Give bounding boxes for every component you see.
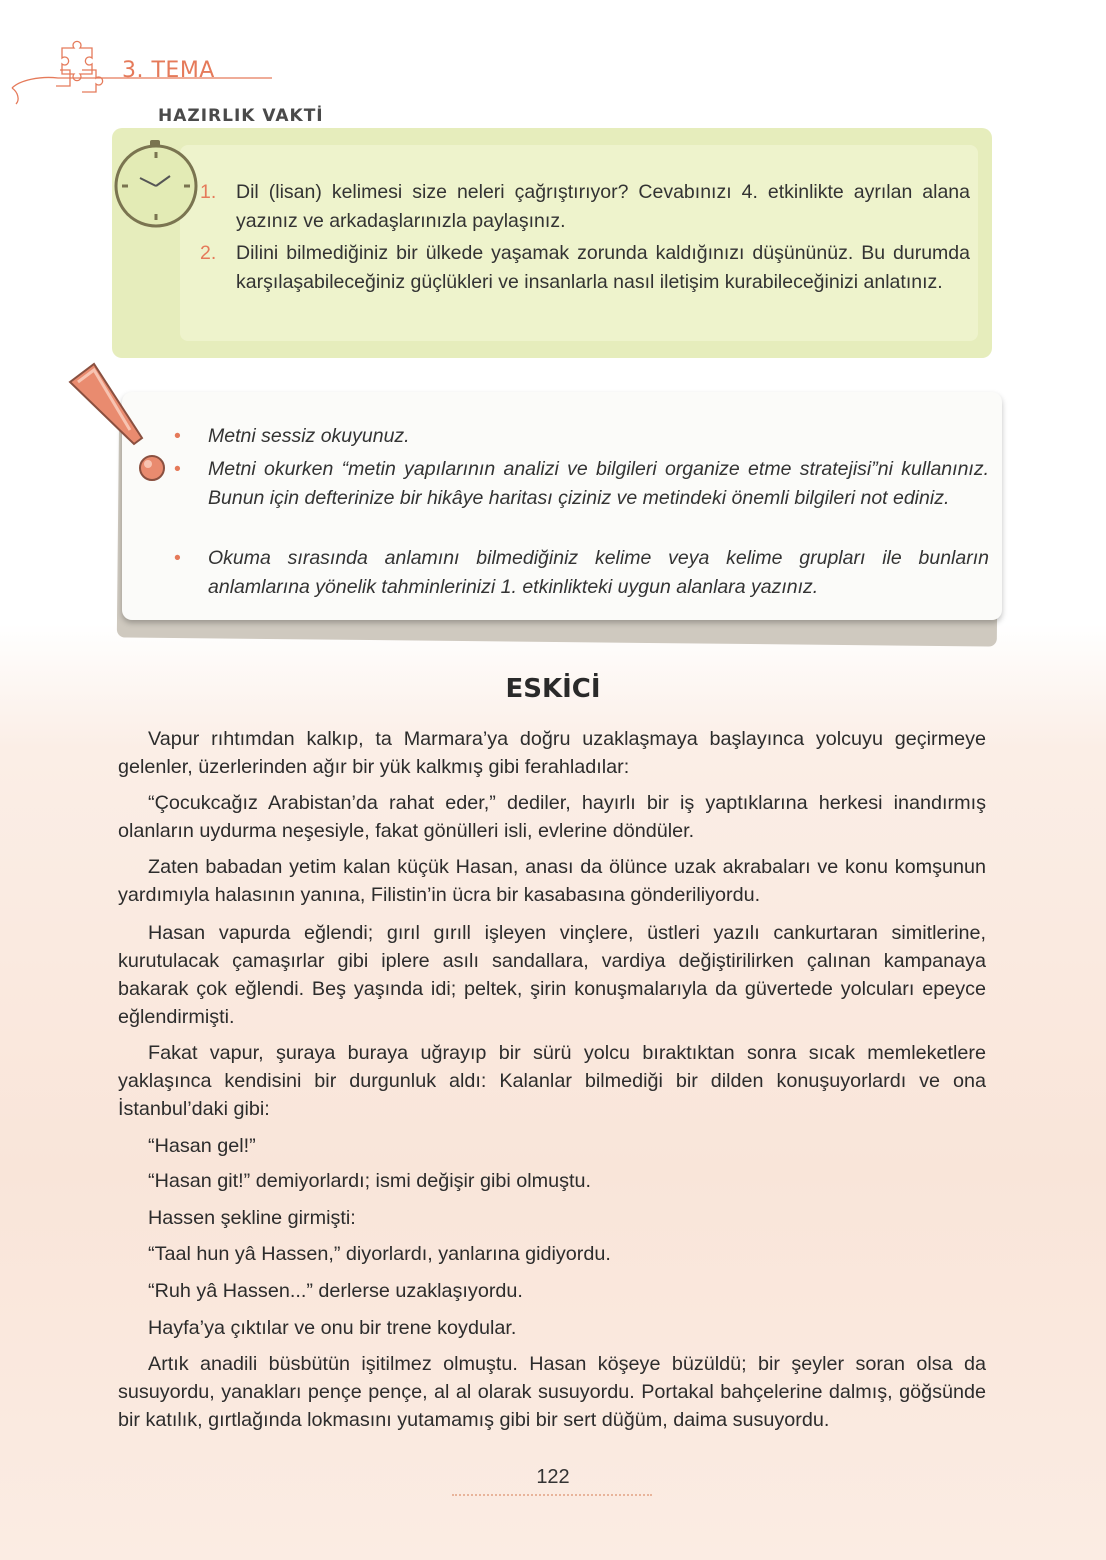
question-text: Dil (lisan) kelimesi size neleri çağrıştırıyor? Cevabınızı 4. etkinlikte ayrılan alana yazınız ve arkadaşlarınızla paylaşınız. [236,181,970,232]
prep-question [200,239,970,297]
instruction-text: Metni okurken “metin yapılarının analizi ve bilgileri organize etme stratejisi”ni kullanınız. Bunun için defterinize bir hikâye haritası çiziniz ve metindeki önemli bilgileri not ediniz. [208,458,989,509]
story-line: “Ruh yâ Hassen...” derlerse uzaklaşıyordu. [148,1280,523,1302]
question-number: 2. [200,242,217,264]
story-paragraph: Hasan vapurda eğlendi; gırıl gırıll işleyen vinçlere, üstleri yazılı cankurtaran simitlerine, kurutulacak çamaşırlar gibi iplere asılı sandallara, vardiya değiştirilirken çalınan kampanaya bakarak çok eğlendi. Beş yaşında idi; peltek, şirin konuşmalarıyla da güvertede yolcuları epeyce eğlendirmişti. [118,922,986,1028]
story-paragraph: Artık anadili büsbütün işitilmez olmuştu. Hasan köşeye büzüldü; bir şeyler soran olsa da susuyordu, yanakları pençe pençe, al al olarak susuyordu. Portakal bahçelerine dalmış, göğsünde bir katılık, gırtlağında lokmasını yutamamış gibi bir sert düğüm, daima susuyordu. [118,1353,986,1431]
instruction-text: Metni sessiz okuyunuz. [208,425,410,447]
question-number: 1. [200,181,217,203]
bullet: • [174,547,181,569]
story-paragraph: Vapur rıhtımdan kalkıp, ta Marmara’ya doğru uzaklaşmaya başlayınca yolcuyu geçirmeye gelenler, üzerlerinden ağır bir yük kalkmış gibi ferahladılar: [118,728,986,778]
section-title: HAZIRLIK VAKTİ [158,106,324,126]
question-text: Dilini bilmediğiniz bir ülkede yaşamak zorunda kaldığınızı düşününüz. Bu durumda karşılaşabileceğiniz güçlükleri ve insanlarla nasıl iletişim kurabileceğinizi anlatınız. [236,242,970,293]
story-line: Hayfa’ya çıktılar ve onu bir trene koydular. [148,1317,517,1339]
puzzle-icon [56,41,103,92]
story-line: “Taal hun yâ Hassen,” diyorlardı, yanlarına gidiyordu. [148,1243,611,1265]
story-paragraph: Zaten babadan yetim kalan küçük Hasan, anası da ölünce uzak akrabaları ve konu komşunun yardımıyla halasının yanına, Filistin’in ücra bir kasabasına gönderiliyordu. [118,856,986,906]
story-line: Hassen şekline girmişti: [148,1207,356,1229]
instruction-item [174,455,989,512]
story-line: “Hasan git!” demiyorlardı; ismi değişir gibi olmuştu. [148,1170,592,1192]
story-paragraph: Fakat vapur, şuraya buraya uğrayıp bir sürü yolcu bıraktıktan sonra sıcak memleketlere yaklaşınca kendisini bir durgunluk aldı: Kalanlar bilmediği bir dilden konuşuyorlardı ve ona İstanbul’daki gibi: [118,1042,986,1120]
prep-question [200,178,970,236]
clock-icon [110,138,202,230]
page-number: 122 [536,1466,570,1488]
exclamation-icon [64,360,174,490]
instruction-text: Okuma sırasında anlamını bilmediğiniz kelime veya kelime grupları ile bunların anlamlarına yönelik tahminlerinizi 1. etkinlikteki uygun alanlara yazınız. [208,547,989,598]
bullet: • [174,425,181,447]
theme-label: 3. TEMA [122,58,215,83]
bullet: • [174,458,181,480]
instruction-item [174,422,989,451]
story-title: ESKİCİ [505,674,601,704]
story-line: “Hasan gel!” [148,1135,256,1157]
page-number-underline [452,1494,652,1500]
instruction-item [174,544,989,601]
story-paragraph: “Çocukcağız Arabistan’da rahat eder,” dediler, hayırlı bir iş yaptıklarına herkesi inandırmış olanların uydurma neşesiyle, fakat gönülleri isli, evlerine döndüler. [118,792,986,842]
